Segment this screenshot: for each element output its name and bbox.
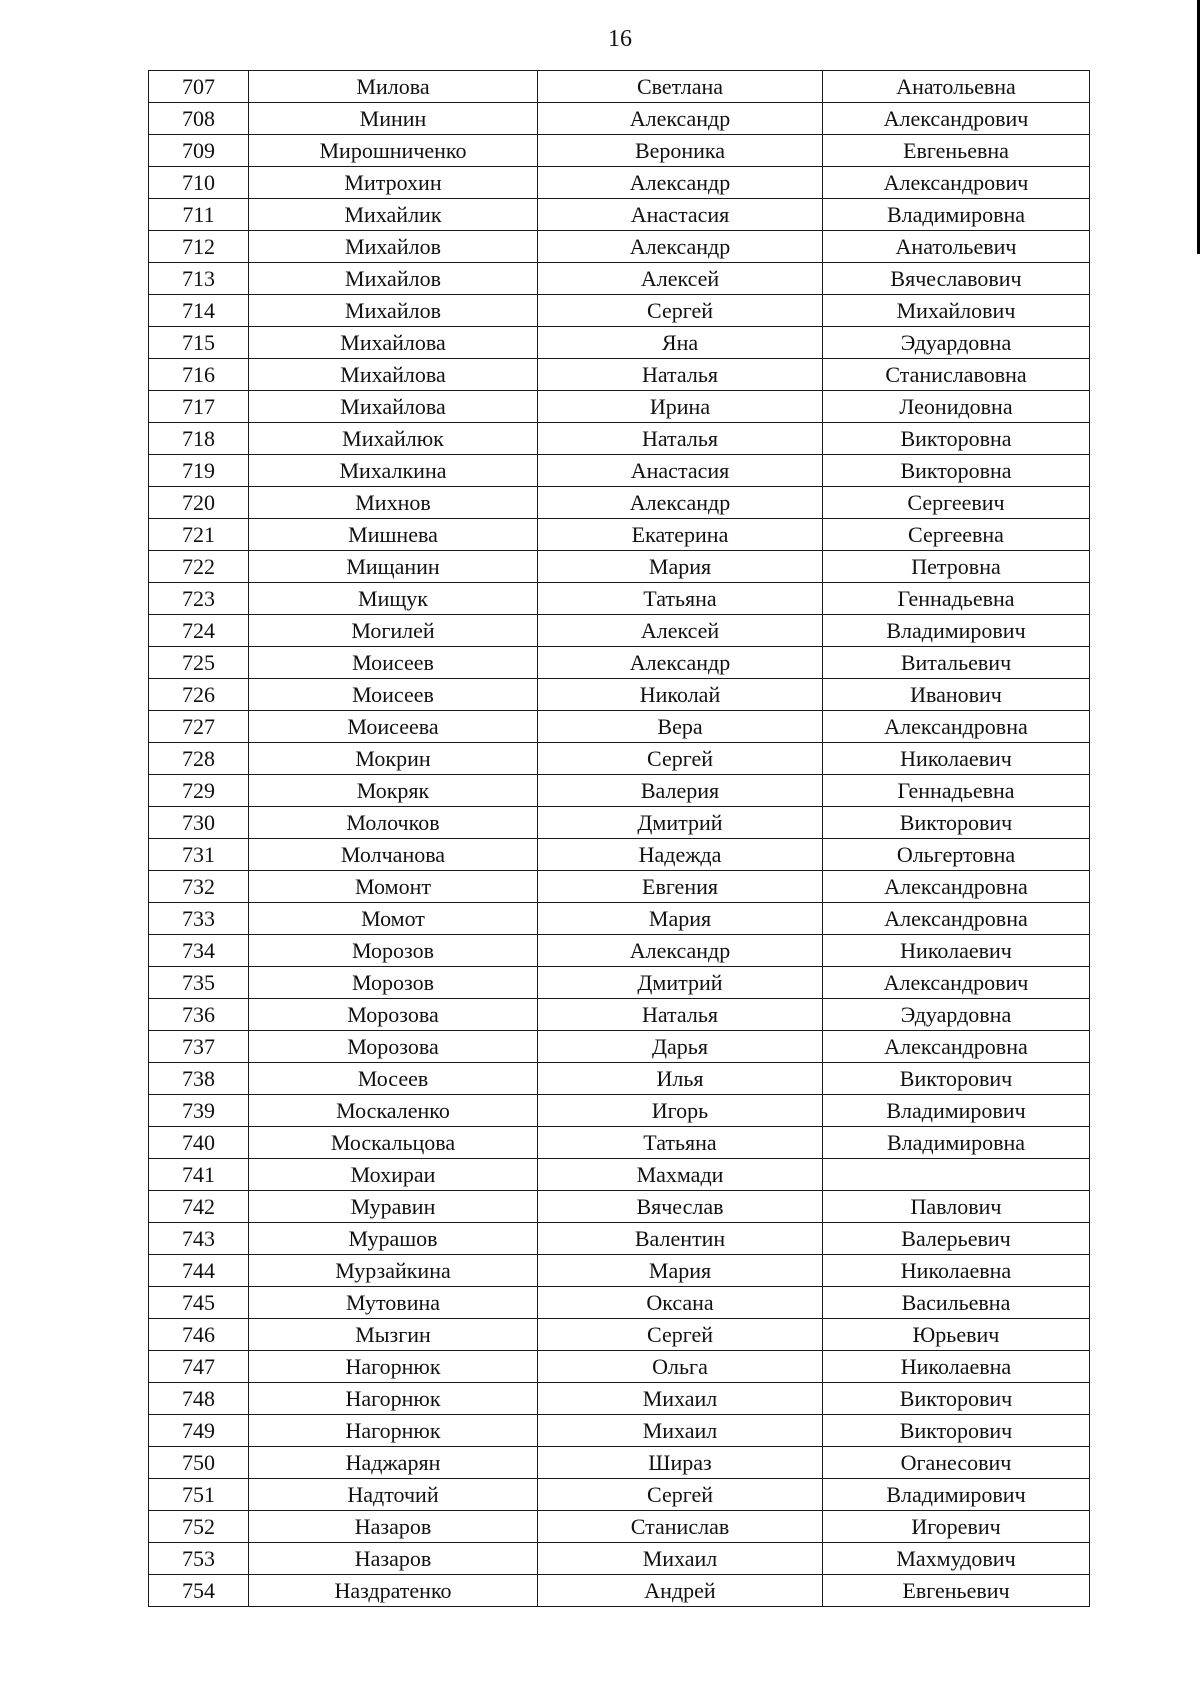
first-name-cell: Валерия	[538, 775, 823, 807]
row-number-cell: 745	[149, 1287, 249, 1319]
row-number-cell: 753	[149, 1543, 249, 1575]
first-name-cell: Татьяна	[538, 1127, 823, 1159]
table-row	[149, 1447, 1090, 1479]
row-number-cell: 708	[149, 103, 249, 135]
patronymic-cell: Евгеньевна	[823, 135, 1090, 167]
row-number-cell: 738	[149, 1063, 249, 1095]
table-row	[149, 1383, 1090, 1415]
patronymic-cell: Геннадьевна	[823, 775, 1090, 807]
last-name-cell: Моисеева	[249, 711, 538, 743]
patronymic-cell: Александровна	[823, 871, 1090, 903]
first-name-cell: Александр	[538, 231, 823, 263]
table-row	[149, 1287, 1090, 1319]
patronymic-cell: Ольгертовна	[823, 839, 1090, 871]
row-number-cell: 718	[149, 423, 249, 455]
row-number-cell: 734	[149, 935, 249, 967]
patronymic-cell: Александрович	[823, 103, 1090, 135]
first-name-cell: Вера	[538, 711, 823, 743]
row-number-cell: 735	[149, 967, 249, 999]
first-name-cell: Дмитрий	[538, 807, 823, 839]
table-row	[149, 1415, 1090, 1447]
row-number-cell: 726	[149, 679, 249, 711]
patronymic-cell: Владимировна	[823, 1127, 1090, 1159]
table-row	[149, 1191, 1090, 1223]
first-name-cell: Александр	[538, 935, 823, 967]
row-number-cell: 728	[149, 743, 249, 775]
row-number-cell: 729	[149, 775, 249, 807]
table-row	[149, 1575, 1090, 1607]
table-row	[149, 967, 1090, 999]
last-name-cell: Нагорнюк	[249, 1351, 538, 1383]
last-name-cell: Мохираи	[249, 1159, 538, 1191]
roster-table-body	[149, 71, 1090, 1607]
first-name-cell: Евгения	[538, 871, 823, 903]
patronymic-cell: Иванович	[823, 679, 1090, 711]
last-name-cell: Назаров	[249, 1511, 538, 1543]
row-number-cell: 742	[149, 1191, 249, 1223]
first-name-cell: Станислав	[538, 1511, 823, 1543]
table-row	[149, 327, 1090, 359]
row-number-cell: 751	[149, 1479, 249, 1511]
first-name-cell: Сергей	[538, 295, 823, 327]
row-number-cell: 709	[149, 135, 249, 167]
table-row	[149, 1127, 1090, 1159]
last-name-cell: Могилей	[249, 615, 538, 647]
last-name-cell: Михайлова	[249, 359, 538, 391]
last-name-cell: Михайлов	[249, 231, 538, 263]
first-name-cell: Махмади	[538, 1159, 823, 1191]
row-number-cell: 722	[149, 551, 249, 583]
last-name-cell: Мурашов	[249, 1223, 538, 1255]
patronymic-cell: Юрьевич	[823, 1319, 1090, 1351]
patronymic-cell: Геннадьевна	[823, 583, 1090, 615]
first-name-cell: Вячеслав	[538, 1191, 823, 1223]
row-number-cell: 707	[149, 71, 249, 103]
row-number-cell: 733	[149, 903, 249, 935]
patronymic-cell: Викторович	[823, 807, 1090, 839]
first-name-cell: Наталья	[538, 999, 823, 1031]
first-name-cell: Надежда	[538, 839, 823, 871]
patronymic-cell	[823, 1159, 1090, 1191]
table-row	[149, 903, 1090, 935]
patronymic-cell: Владимирович	[823, 1479, 1090, 1511]
first-name-cell: Дарья	[538, 1031, 823, 1063]
patronymic-cell: Викторович	[823, 1383, 1090, 1415]
patronymic-cell: Павлович	[823, 1191, 1090, 1223]
first-name-cell: Андрей	[538, 1575, 823, 1607]
patronymic-cell: Николаевна	[823, 1351, 1090, 1383]
row-number-cell: 736	[149, 999, 249, 1031]
last-name-cell: Милова	[249, 71, 538, 103]
last-name-cell: Момонт	[249, 871, 538, 903]
row-number-cell: 719	[149, 455, 249, 487]
row-number-cell: 752	[149, 1511, 249, 1543]
row-number-cell: 749	[149, 1415, 249, 1447]
patronymic-cell: Игоревич	[823, 1511, 1090, 1543]
table-row	[149, 615, 1090, 647]
row-number-cell: 716	[149, 359, 249, 391]
row-number-cell: 746	[149, 1319, 249, 1351]
patronymic-cell: Анатольевна	[823, 71, 1090, 103]
first-name-cell: Михаил	[538, 1383, 823, 1415]
table-row	[149, 583, 1090, 615]
table-row	[149, 423, 1090, 455]
first-name-cell: Наталья	[538, 359, 823, 391]
first-name-cell: Александр	[538, 167, 823, 199]
patronymic-cell: Витальевич	[823, 647, 1090, 679]
table-row	[149, 1095, 1090, 1127]
table-row	[149, 1255, 1090, 1287]
first-name-cell: Александр	[538, 103, 823, 135]
last-name-cell: Михайлова	[249, 327, 538, 359]
first-name-cell: Алексей	[538, 615, 823, 647]
last-name-cell: Моисеев	[249, 647, 538, 679]
table-row	[149, 871, 1090, 903]
table-row	[149, 455, 1090, 487]
patronymic-cell: Эдуардовна	[823, 327, 1090, 359]
patronymic-cell: Леонидовна	[823, 391, 1090, 423]
first-name-cell: Илья	[538, 1063, 823, 1095]
row-number-cell: 743	[149, 1223, 249, 1255]
row-number-cell: 713	[149, 263, 249, 295]
row-number-cell: 748	[149, 1383, 249, 1415]
patronymic-cell: Анатольевич	[823, 231, 1090, 263]
last-name-cell: Минин	[249, 103, 538, 135]
last-name-cell: Мутовина	[249, 1287, 538, 1319]
last-name-cell: Михнов	[249, 487, 538, 519]
table-row	[149, 999, 1090, 1031]
patronymic-cell: Сергеевич	[823, 487, 1090, 519]
row-number-cell: 717	[149, 391, 249, 423]
table-row	[149, 487, 1090, 519]
last-name-cell: Назаров	[249, 1543, 538, 1575]
first-name-cell: Михаил	[538, 1415, 823, 1447]
row-number-cell: 721	[149, 519, 249, 551]
last-name-cell: Митрохин	[249, 167, 538, 199]
patronymic-cell: Владимирович	[823, 1095, 1090, 1127]
table-row	[149, 743, 1090, 775]
patronymic-cell: Викторович	[823, 1415, 1090, 1447]
last-name-cell: Михалкина	[249, 455, 538, 487]
table-row	[149, 647, 1090, 679]
last-name-cell: Мишнева	[249, 519, 538, 551]
last-name-cell: Муравин	[249, 1191, 538, 1223]
last-name-cell: Морозов	[249, 967, 538, 999]
row-number-cell: 737	[149, 1031, 249, 1063]
first-name-cell: Александр	[538, 487, 823, 519]
table-row	[149, 231, 1090, 263]
first-name-cell: Яна	[538, 327, 823, 359]
last-name-cell: Надточий	[249, 1479, 538, 1511]
first-name-cell: Николай	[538, 679, 823, 711]
patronymic-cell: Михайлович	[823, 295, 1090, 327]
table-row	[149, 71, 1090, 103]
table-row	[149, 775, 1090, 807]
first-name-cell: Мария	[538, 903, 823, 935]
patronymic-cell: Оганесович	[823, 1447, 1090, 1479]
table-row	[149, 711, 1090, 743]
last-name-cell: Мищанин	[249, 551, 538, 583]
first-name-cell: Мария	[538, 551, 823, 583]
row-number-cell: 732	[149, 871, 249, 903]
patronymic-cell: Владимирович	[823, 615, 1090, 647]
table-row	[149, 1031, 1090, 1063]
table-row	[149, 1479, 1090, 1511]
last-name-cell: Мищук	[249, 583, 538, 615]
table-row	[149, 1063, 1090, 1095]
first-name-cell: Сергей	[538, 1319, 823, 1351]
row-number-cell: 739	[149, 1095, 249, 1127]
row-number-cell: 730	[149, 807, 249, 839]
last-name-cell: Мосеев	[249, 1063, 538, 1095]
first-name-cell: Ольга	[538, 1351, 823, 1383]
first-name-cell: Мария	[538, 1255, 823, 1287]
last-name-cell: Нагорнюк	[249, 1383, 538, 1415]
last-name-cell: Моисеев	[249, 679, 538, 711]
patronymic-cell: Николаевич	[823, 743, 1090, 775]
last-name-cell: Мирошниченко	[249, 135, 538, 167]
table-row	[149, 679, 1090, 711]
last-name-cell: Михайлов	[249, 295, 538, 327]
row-number-cell: 731	[149, 839, 249, 871]
first-name-cell: Дмитрий	[538, 967, 823, 999]
first-name-cell: Сергей	[538, 743, 823, 775]
row-number-cell: 712	[149, 231, 249, 263]
patronymic-cell: Николаевич	[823, 935, 1090, 967]
patronymic-cell: Александровна	[823, 903, 1090, 935]
patronymic-cell: Викторович	[823, 1063, 1090, 1095]
table-row	[149, 1511, 1090, 1543]
patronymic-cell: Станиславовна	[823, 359, 1090, 391]
row-number-cell: 723	[149, 583, 249, 615]
last-name-cell: Наздратенко	[249, 1575, 538, 1607]
table-row	[149, 263, 1090, 295]
first-name-cell: Вероника	[538, 135, 823, 167]
first-name-cell: Анастасия	[538, 199, 823, 231]
table-row	[149, 167, 1090, 199]
row-number-cell: 727	[149, 711, 249, 743]
row-number-cell: 725	[149, 647, 249, 679]
first-name-cell: Анастасия	[538, 455, 823, 487]
row-number-cell: 747	[149, 1351, 249, 1383]
row-number-cell: 750	[149, 1447, 249, 1479]
row-number-cell: 710	[149, 167, 249, 199]
patronymic-cell: Владимировна	[823, 199, 1090, 231]
row-number-cell: 740	[149, 1127, 249, 1159]
row-number-cell: 711	[149, 199, 249, 231]
patronymic-cell: Петровна	[823, 551, 1090, 583]
table-row	[149, 935, 1090, 967]
patronymic-cell: Махмудович	[823, 1543, 1090, 1575]
row-number-cell: 724	[149, 615, 249, 647]
last-name-cell: Морозова	[249, 999, 538, 1031]
last-name-cell: Москальцова	[249, 1127, 538, 1159]
first-name-cell: Наталья	[538, 423, 823, 455]
table-row	[149, 1223, 1090, 1255]
patronymic-cell: Валерьевич	[823, 1223, 1090, 1255]
patronymic-cell: Сергеевна	[823, 519, 1090, 551]
first-name-cell: Екатерина	[538, 519, 823, 551]
roster-table	[148, 70, 1090, 1607]
last-name-cell: Михайлова	[249, 391, 538, 423]
table-row	[149, 839, 1090, 871]
row-number-cell: 720	[149, 487, 249, 519]
last-name-cell: Москаленко	[249, 1095, 538, 1127]
last-name-cell: Молчанова	[249, 839, 538, 871]
first-name-cell: Сергей	[538, 1479, 823, 1511]
table-row	[149, 295, 1090, 327]
last-name-cell: Молочков	[249, 807, 538, 839]
table-row	[149, 135, 1090, 167]
patronymic-cell: Александрович	[823, 167, 1090, 199]
last-name-cell: Нагорнюк	[249, 1415, 538, 1447]
patronymic-cell: Николаевна	[823, 1255, 1090, 1287]
first-name-cell: Шираз	[538, 1447, 823, 1479]
last-name-cell: Михайлов	[249, 263, 538, 295]
table-row	[149, 103, 1090, 135]
table-row	[149, 1319, 1090, 1351]
last-name-cell: Михайлюк	[249, 423, 538, 455]
table-row	[149, 1351, 1090, 1383]
table-row	[149, 359, 1090, 391]
last-name-cell: Мурзайкина	[249, 1255, 538, 1287]
row-number-cell: 741	[149, 1159, 249, 1191]
patronymic-cell: Вячеславович	[823, 263, 1090, 295]
table-row	[149, 519, 1090, 551]
patronymic-cell: Александровна	[823, 1031, 1090, 1063]
first-name-cell: Игорь	[538, 1095, 823, 1127]
table-row	[149, 391, 1090, 423]
last-name-cell: Мокряк	[249, 775, 538, 807]
last-name-cell: Мызгин	[249, 1319, 538, 1351]
last-name-cell: Михайлик	[249, 199, 538, 231]
row-number-cell: 714	[149, 295, 249, 327]
last-name-cell: Мокрин	[249, 743, 538, 775]
patronymic-cell: Александрович	[823, 967, 1090, 999]
row-number-cell: 715	[149, 327, 249, 359]
patronymic-cell: Эдуардовна	[823, 999, 1090, 1031]
table-row	[149, 807, 1090, 839]
page-number: 16	[608, 26, 632, 52]
patronymic-cell: Васильевна	[823, 1287, 1090, 1319]
row-number-cell: 754	[149, 1575, 249, 1607]
first-name-cell: Александр	[538, 647, 823, 679]
first-name-cell: Светлана	[538, 71, 823, 103]
first-name-cell: Татьяна	[538, 583, 823, 615]
patronymic-cell: Александровна	[823, 711, 1090, 743]
last-name-cell: Наджарян	[249, 1447, 538, 1479]
first-name-cell: Валентин	[538, 1223, 823, 1255]
last-name-cell: Морозова	[249, 1031, 538, 1063]
table-row	[149, 1543, 1090, 1575]
patronymic-cell: Викторовна	[823, 423, 1090, 455]
row-number-cell: 744	[149, 1255, 249, 1287]
table-row	[149, 199, 1090, 231]
patronymic-cell: Евгеньевич	[823, 1575, 1090, 1607]
table-row	[149, 551, 1090, 583]
first-name-cell: Алексей	[538, 263, 823, 295]
table-row	[149, 1159, 1090, 1191]
first-name-cell: Оксана	[538, 1287, 823, 1319]
patronymic-cell: Викторовна	[823, 455, 1090, 487]
last-name-cell: Морозов	[249, 935, 538, 967]
first-name-cell: Ирина	[538, 391, 823, 423]
first-name-cell: Михаил	[538, 1543, 823, 1575]
last-name-cell: Момот	[249, 903, 538, 935]
